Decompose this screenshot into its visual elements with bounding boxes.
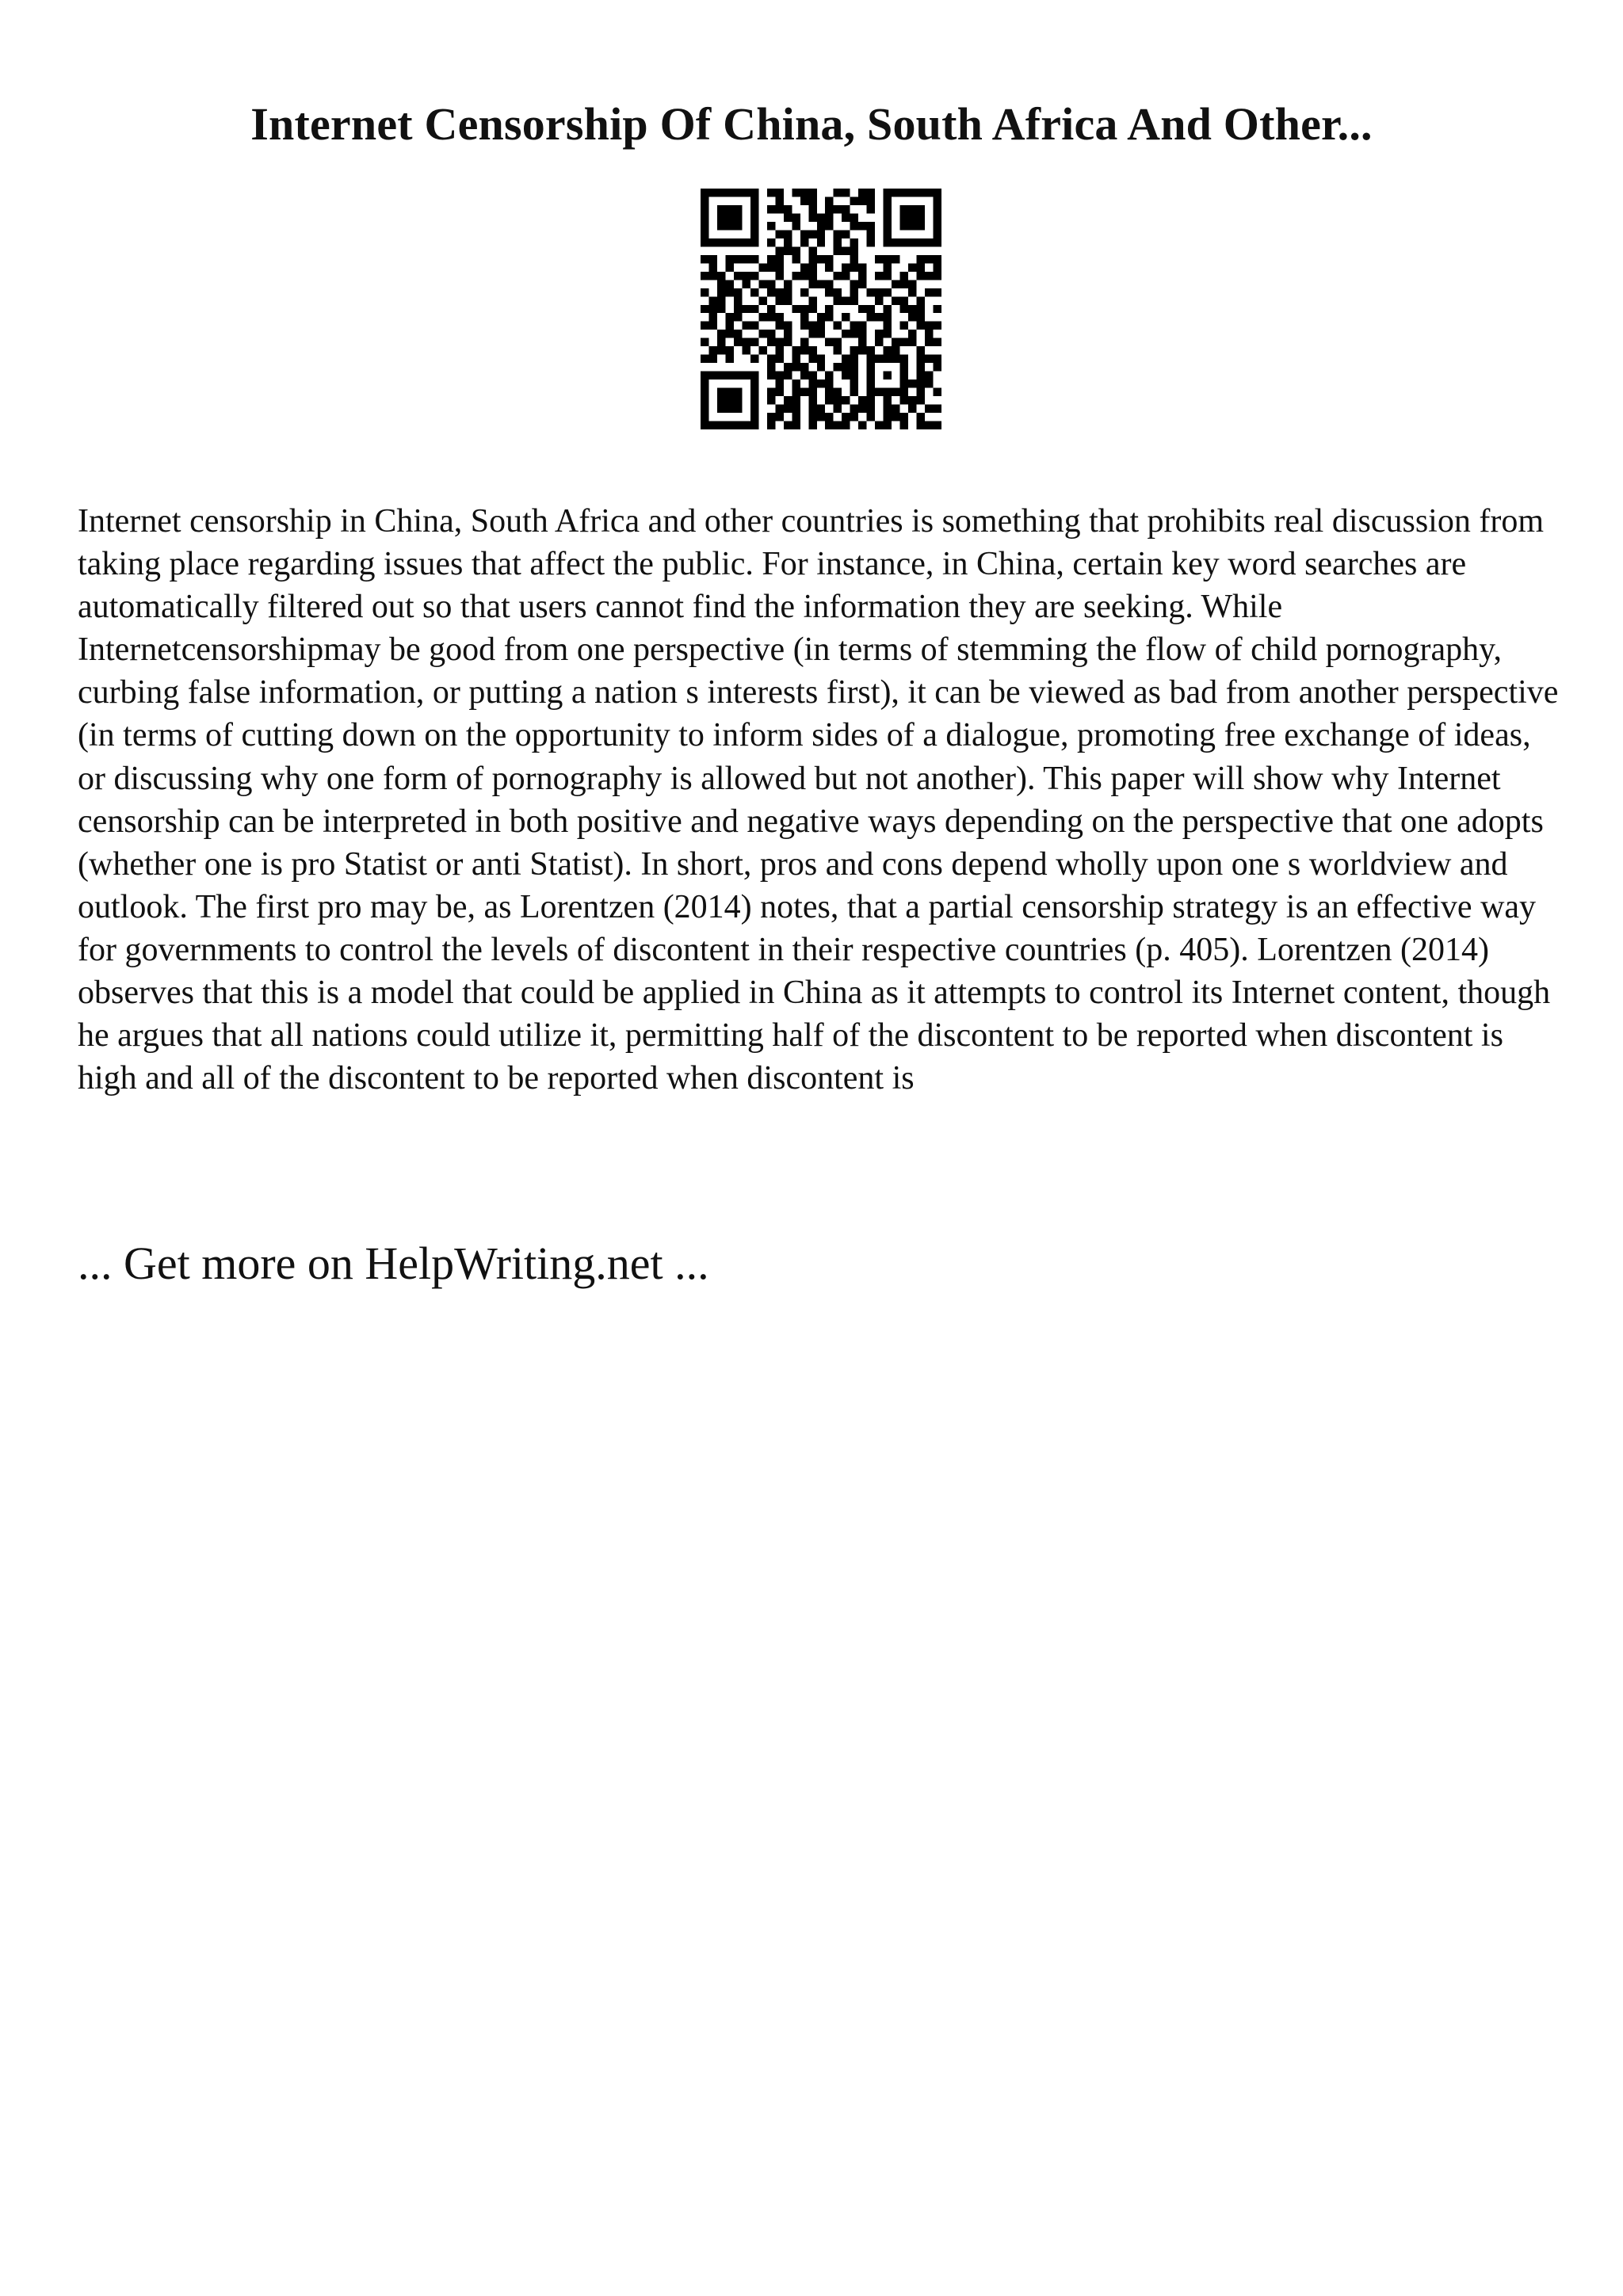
document-title: Internet Censorship Of China, South Africa And Other...	[250, 98, 1373, 150]
get-more-link[interactable]: ... Get more on HelpWriting.net ...	[78, 1238, 709, 1289]
document-body-paragraph: Internet censorship in China, South Africa and other countries is something that prohibits real discussion from taking place regarding issues that affect the public. For instance, in China, certain key word searches are automatically filtered out so that users cannot find the information they are seeking. While Internetcensorshipmay be good from one perspective (in terms of stemming the flow of child pornography, curbing false information, or putting a nation s interests first), it can be viewed as bad from another perspective (in terms of cutting down on the opportunity to inform sides of a dialogue, promoting free exchange of ideas, or discussing why one form of pornography is allowed but not another). This paper will show why Internet censorship can be interpreted in both positive and negative ways depending on the perspective that one adopts (whether one is pro Statist or anti Statist). In short, pros and cons depend wholly upon one s worldview and outlook. The first pro may be, as Lorentzen (2014) notes, that a partial censorship strategy is an effective way for governments to control the levels of discontent in their respective countries (p. 405). Lorentzen (2014) observes that this is a model that could be applied in China as it attempts to control its Internet content, though he argues that all nations could utilize it, permitting half of the discontent to be reported when discontent is high and all of the discontent to be reported when discontent is	[78, 503, 1559, 1097]
qr-code-icon	[701, 189, 941, 429]
